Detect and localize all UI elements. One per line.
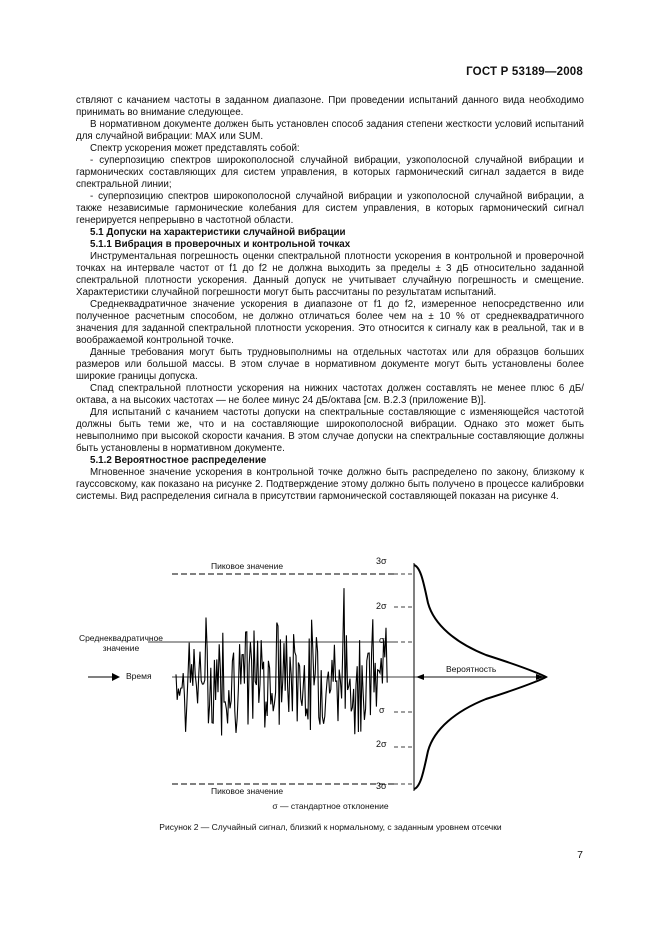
subsection-heading: 5.1.1 Вибрация в проверочных и контрольной точках [90,239,351,250]
paragraph: ствляют с качанием частоты в заданном диапазоне. При проведении испытаний данного вида необходимо принимать во внимание следующее. [76,95,584,118]
sigma-label: 3σ [376,556,387,566]
time-label: Время [126,671,152,681]
paragraph: Мгновенное значение ускорения в контрольной точке должно быть распределено по закону, близкому к гауссовскому, как показано на рисунке 2. Подтверждение этому должно быть получено в процессе калибровки системы. Вид распределения сигнала в присутствии гармонической составляющей показан на рисунке 4. [76,467,584,502]
random-signal-trace [176,588,387,735]
figure-graphic [76,555,584,795]
page-number: 7 [577,849,583,861]
arrow-left-icon [416,674,424,680]
paragraph: Среднеквадратичное значение ускорения в диапазоне от f1 до f2, измеренное непосредственно или полученное расчетным способом, не должно отличаться более чем на ± 10 % от среднеквадратичного значения для заданной спектральной плотности ускорения. Это относится к сигналу как в реальной, так и в воображаемой контрольной точке. [76,299,584,346]
probability-label: Вероятность [446,664,497,674]
signal-polyline [176,588,387,735]
body-text [76,95,584,503]
paragraph: Для испытаний с качанием частоты допуски на спектральные составляющие с изменяющейся частотой должны быть теми же, что и на составляющие широкополосной вибрации. Однако это может быть невыполнимо при высокой скорости качания. В этом случае допуски на спектральные составляющие должны быть установлены в нормативном документе. [76,407,584,454]
paragraph: Инструментальная погрешность оценки спектральной плотности ускорения в контрольной и проверочной точках на интервале частот от f1 до f2 не должна выходить за пределы ± 3 дБ относительно заданной спектральной плотности ускорения. Данный допуск не учитывает случайную погрешность и смещение. Характеристики случайной погрешности могут быть рассчитаны по результатам испытаний. [76,251,584,298]
sigma-label: 2σ [376,739,387,749]
figure-legend: σ — стандартное отклонение [272,801,389,811]
sigma-label: 3σ [376,781,387,791]
figure-caption: Рисунок 2 — Случайный сигнал, близкий к нормальному, с заданным уровнем отсечки [159,822,502,832]
paragraph: В нормативном документе должен быть установлен способ задания степени жесткости условий испытаний для случайной вибрации: MAX или SUM. [76,119,584,142]
section-heading: 5.1 Допуски на характеристики случайной вибрации [90,227,346,238]
list-item: - суперпозицию спектров широкополосной случайной вибрации и узкополосной случайной вибрации, а также независимые гармонические колебания для систем управления, в которых гармонический сигнал генерируется непрерывно в частотной области. [76,191,584,226]
rms-label: Среднеквадратичное значение [78,633,164,653]
arrow-right-icon [112,673,120,681]
sigma-label: 2σ [376,601,387,611]
paragraph: Данные требования могут быть трудновыполнимы на отдельных частотах или для образцов больших размеров или большой массы. В этом случае в нормативном документе могут быть установлены более широкие границы допуска. [76,347,584,382]
peak-label-bottom: Пиковое значение [211,786,284,796]
peak-label-top: Пиковое значение [211,561,284,571]
paragraph: Спектр ускорения может представлять собой: [90,143,300,154]
paragraph: Спад спектральной плотности ускорения на нижних частотах должен составлять не менее плюс 6 дБ/октава, а на высоких частотах — не более минус 24 дБ/октава [см. В.2.3 (приложение В)]. [76,383,584,406]
sigma-label: σ [379,635,385,645]
page-header: ГОСТ Р 53189—2008 [466,66,583,78]
subsection-heading: 5.1.2 Вероятностное распределение [90,455,267,466]
list-item: - суперпозицию спектров широкополосной случайной вибрации, узкополосной случайной вибрации и гармонических составляющих для систем управления, в которых гармонический сигнал задается в виде спектральной линии; [76,155,584,190]
sigma-label: σ [379,705,385,715]
